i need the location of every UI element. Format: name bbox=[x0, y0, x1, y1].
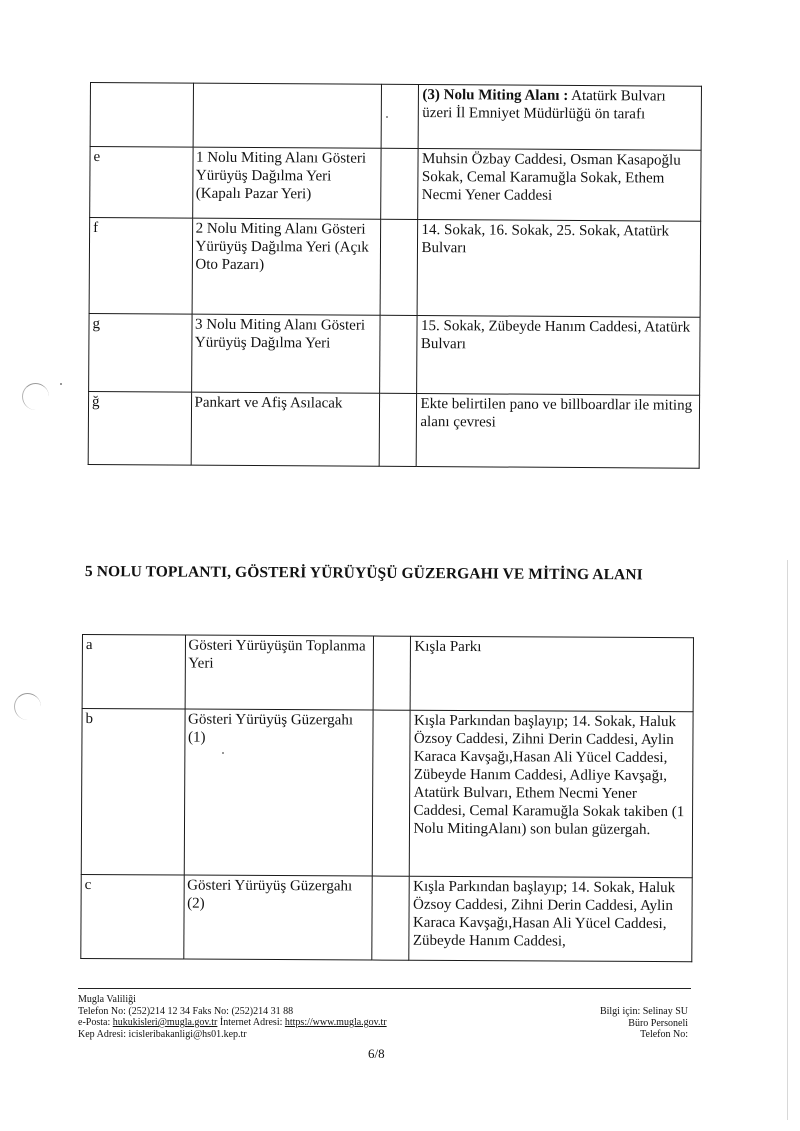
row-description: Kışla Parkından başlayıp; 14. Sokak, Haluk Özsoy Caddesi, Zihni Derin Caddesi, Aylin Karaca Kavşağı,Hasan Ali Yücel Caddesi, Zübeyde Hanım Caddesi, bbox=[409, 876, 692, 961]
row-label: 2 Nolu Miting Alanı Gösteri Yürüyüş Dağılma Yeri (Açık Oto Pazarı) bbox=[192, 218, 381, 315]
row-description: Kışla Parkı bbox=[411, 636, 694, 711]
footer-contact bbox=[78, 994, 387, 1040]
table-row bbox=[90, 147, 701, 222]
row-label: Gösteri Yürüyüşün Toplanma Yeri bbox=[185, 635, 374, 710]
table-row bbox=[89, 313, 700, 395]
table-row bbox=[82, 635, 693, 712]
row-mark bbox=[380, 219, 418, 315]
table-row bbox=[81, 709, 693, 878]
row-description: Ekte belirtilen pano ve billboardlar ile miting alanı çevresi bbox=[417, 394, 700, 469]
footer-org: Mugla Valiliği bbox=[78, 994, 136, 1005]
meeting-area-text: Atatürk Bulvarı üzeri İl Emniyet Müdürlüğü ön tarafı bbox=[422, 87, 666, 123]
meeting-area-title: (3) Nolu Miting Alanı : bbox=[422, 87, 569, 104]
row-mark bbox=[379, 393, 417, 466]
footer-divider bbox=[78, 988, 691, 989]
row-letter: c bbox=[81, 874, 184, 959]
route-table-5 bbox=[80, 634, 694, 962]
row-letter: e bbox=[90, 147, 193, 219]
table-row bbox=[90, 83, 701, 151]
row-label: Gösteri Yürüyüş Güzergahı (1) bbox=[184, 709, 373, 876]
info-label: Bilgi için: Selinay SU bbox=[599, 1006, 688, 1017]
footer-phone-fax: Telefon No: (252)214 12 34 Faks No: (252)214 31 88 bbox=[78, 1005, 294, 1017]
email-link[interactable]: hukukisleri@mugla.gov.tr bbox=[112, 1017, 218, 1028]
footer-kep: Kep Adresi: icisleribakanligi@hs01.kep.tr bbox=[78, 1028, 247, 1040]
table-row bbox=[88, 391, 699, 468]
row-mark bbox=[381, 84, 419, 148]
page-number: 6/8 bbox=[368, 1046, 385, 1061]
row-letter: b bbox=[81, 709, 184, 876]
row-mark bbox=[373, 636, 411, 710]
row-mark bbox=[379, 315, 417, 393]
footer-email-web bbox=[78, 1017, 387, 1029]
section-heading: 5 NOLU TOPLANTI, GÖSTERİ YÜRÜYÜŞÜ GÜZERGAHI VE MİTİNG ALANI bbox=[84, 563, 643, 584]
binder-hole-top bbox=[22, 383, 49, 410]
info-phone: Telefon No: bbox=[640, 1029, 688, 1040]
row-mark bbox=[372, 876, 410, 960]
row-description: 14. Sokak, 16. Sokak, 25. Sokak, Atatürk Bulvarı bbox=[418, 220, 701, 318]
row-description bbox=[419, 85, 702, 151]
row-letter: f bbox=[89, 218, 192, 315]
web-link[interactable]: https://www.mugla.gov.tr bbox=[284, 1017, 387, 1028]
row-label: Pankart ve Afiş Asılacak bbox=[191, 392, 380, 466]
scan-speck bbox=[60, 383, 62, 385]
table-row bbox=[81, 874, 692, 961]
footer-info bbox=[600, 1006, 688, 1041]
info-title: Büro Personeli bbox=[628, 1017, 688, 1029]
row-mark bbox=[380, 148, 418, 219]
route-table-4 bbox=[88, 82, 702, 469]
row-description: 15. Sokak, Zübeyde Hanım Caddesi, Atatürk Bulvarı bbox=[417, 316, 700, 396]
row-label: 1 Nolu Miting Alanı Gösteri Yürüyüş Dağılma Yeri (Kapalı Pazar Yeri) bbox=[192, 147, 381, 219]
email-label: e-Posta: bbox=[78, 1017, 113, 1028]
table-row bbox=[89, 218, 701, 318]
binder-hole-bottom bbox=[14, 693, 41, 720]
web-label: İnternet Adresi: bbox=[217, 1017, 285, 1028]
row-label: 3 Nolu Miting Alanı Gösteri Yürüyüş Dağılma Yeri bbox=[191, 314, 380, 393]
row-label bbox=[193, 83, 382, 148]
scan-edge bbox=[787, 560, 788, 1120]
row-letter: g bbox=[89, 313, 192, 392]
row-letter bbox=[90, 83, 193, 148]
row-letter: a bbox=[82, 635, 185, 710]
row-description: Kışla Parkından başlayıp; 14. Sokak, Haluk Özsoy Caddesi, Zihni Derin Caddesi, Aylin Karaca Kavşağı,Hasan Ali Yücel Caddesi, Zübeyde Hanım Caddesi, Adliye Kavşağı, Atatürk Bulvarı, Ethem Necmi Yener Caddesi, Cemal Karamuğla Sokak takiben (1 Nolu MitingAlanı) son bulan güzergah. bbox=[410, 710, 693, 877]
row-description: Muhsin Özbay Caddesi, Osman Kasapoğlu Sokak, Cemal Karamuğla Sokak, Ethem Necmi Yener Caddesi bbox=[418, 149, 701, 222]
row-mark bbox=[372, 710, 411, 876]
row-letter: ğ bbox=[88, 391, 191, 465]
row-label: Gösteri Yürüyüş Güzergahı (2) bbox=[183, 875, 372, 960]
